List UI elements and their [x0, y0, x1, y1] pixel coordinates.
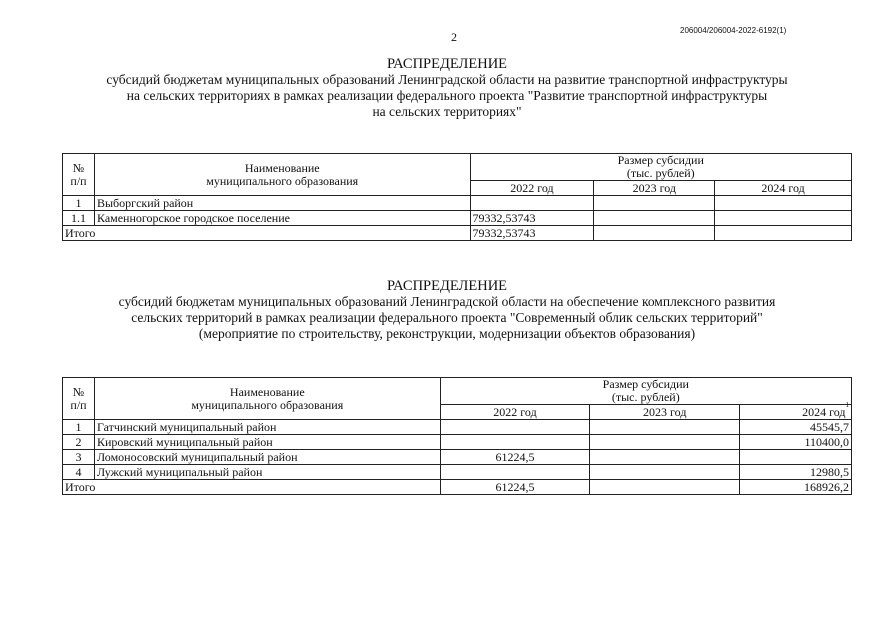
table-row — [63, 211, 852, 226]
header-year-2024 — [740, 401, 852, 420]
section2-subtitle-line3: (мероприятие по строительству, реконструкции, модернизации объектов образования) — [198, 326, 696, 341]
document-code: 206004/206004-2022-6192(1) — [680, 26, 787, 35]
row-2022 — [440, 420, 590, 435]
total-row — [63, 226, 852, 241]
row-2024 — [715, 196, 852, 211]
total-2022: 61224,5 — [440, 480, 590, 495]
row-2024 — [740, 450, 852, 465]
row-name: Кировский муниципальный район — [94, 435, 440, 450]
table-row — [63, 465, 852, 480]
row-2024 — [715, 211, 852, 226]
header-year-2023: 2023 год — [594, 181, 715, 196]
row-2023 — [594, 211, 715, 226]
row-2022: 61224,5 — [440, 450, 590, 465]
table-row — [63, 450, 852, 465]
total-2024 — [715, 226, 852, 241]
table-row — [63, 420, 852, 435]
section2-heading — [0, 278, 894, 342]
header-year-2024: 2024 год — [715, 181, 852, 196]
row-2022: 79332,53743 — [470, 211, 594, 226]
row-name: Гатчинский муниципальный район — [94, 420, 440, 435]
row-num: 1 — [63, 196, 95, 211]
header-year-2022: 2022 год — [440, 405, 590, 420]
header-amount: Размер субсидии (тыс. рублей) — [470, 154, 851, 181]
header-name: Наименование муниципального образования — [94, 378, 440, 420]
header-num: № п/п — [63, 154, 95, 196]
row-2023 — [590, 420, 740, 435]
row-2023 — [590, 465, 740, 480]
row-num: 1 — [63, 420, 95, 435]
year-2024-label: 2024 год — [802, 405, 846, 419]
total-2023 — [590, 480, 740, 495]
total-2022: 79332,53743 — [470, 226, 594, 241]
total-label: Итого — [63, 480, 441, 495]
row-num: 1.1 — [63, 211, 95, 226]
section1-heading — [0, 56, 894, 120]
row-2022 — [440, 465, 590, 480]
row-num: 4 — [63, 465, 95, 480]
row-2023 — [590, 435, 740, 450]
total-label: Итого — [63, 226, 471, 241]
footnote-mark: 1 — [845, 401, 849, 409]
section1-subtitle-line1: субсидий бюджетам муниципальных образований Ленинградской области на развитие транспортной инфраструктуры — [106, 72, 788, 87]
section1-table — [62, 153, 852, 241]
section1-subtitle-line3: на сельских территориях" — [372, 104, 522, 119]
total-row — [63, 480, 852, 495]
header-year-2022: 2022 год — [470, 181, 594, 196]
header-amount: Размер субсидии (тыс. рублей) — [440, 378, 851, 405]
page-number: 2 — [451, 30, 457, 44]
row-2024: 45545,7 — [740, 420, 852, 435]
section2-title: РАСПРЕДЕЛЕНИЕ — [386, 278, 508, 294]
section1-subtitle-line2: на сельских территориях в рамках реализации федерального проекта "Развитие транспортной инфраструктуры — [126, 88, 768, 103]
row-2022 — [440, 435, 590, 450]
row-2024: 12980,5 — [740, 465, 852, 480]
row-num: 3 — [63, 450, 95, 465]
row-2022 — [470, 196, 594, 211]
section1-title: РАСПРЕДЕЛЕНИЕ — [386, 56, 508, 72]
row-name: Выборгский район — [94, 196, 470, 211]
row-2023 — [594, 196, 715, 211]
header-year-2023: 2023 год — [590, 405, 740, 420]
section2-table — [62, 377, 852, 495]
row-name: Каменногорское городское поселение — [94, 211, 470, 226]
header-name: Наименование муниципального образования — [94, 154, 470, 196]
total-2023 — [594, 226, 715, 241]
row-2023 — [590, 450, 740, 465]
table-row — [63, 435, 852, 450]
section2-subtitle-line2: сельских территорий в рамках реализации федерального проекта "Современный облик сельских территорий" — [131, 310, 763, 325]
table-row — [63, 196, 852, 211]
section2-subtitle-line1: субсидий бюджетам муниципальных образований Ленинградской области на обеспечение комплексного развития — [118, 294, 776, 309]
row-name: Ломоносовский муниципальный район — [94, 450, 440, 465]
total-2024: 168926,2 — [740, 480, 852, 495]
row-2024: 110400,0 — [740, 435, 852, 450]
row-num: 2 — [63, 435, 95, 450]
header-num: № п/п — [63, 378, 95, 420]
row-name: Лужский муниципальный район — [94, 465, 440, 480]
